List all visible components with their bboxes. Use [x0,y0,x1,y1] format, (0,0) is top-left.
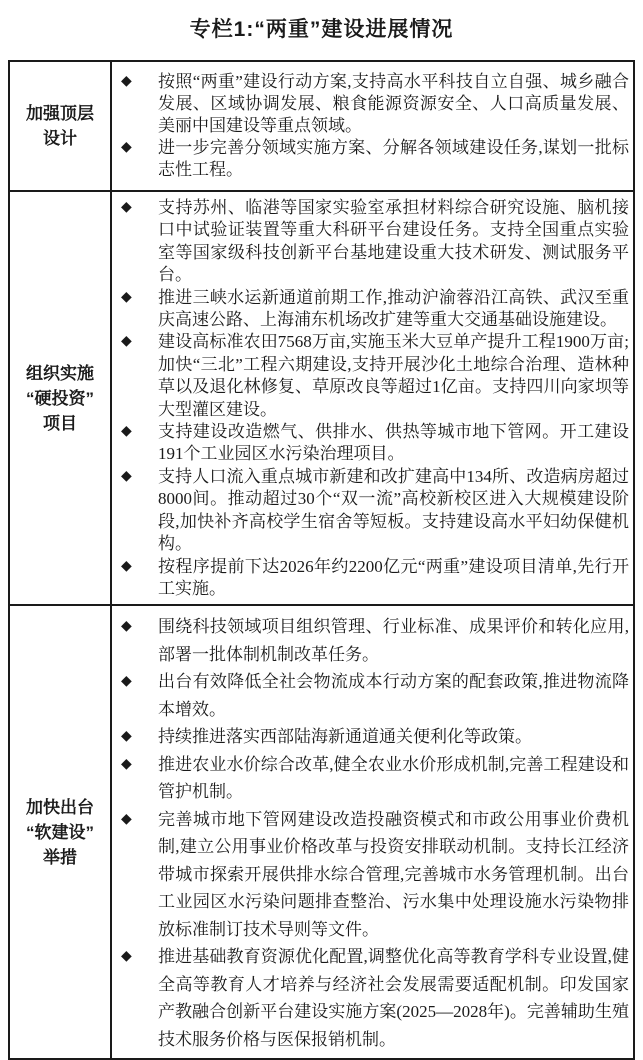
diamond-bullet-icon: ◆ [121,674,132,690]
table-row [9,191,634,605]
diamond-bullet-icon: ◆ [121,74,132,89]
bullet-item [112,421,629,466]
bullet-text: 进一步完善分领域实施方案、分解各领域建设任务,谋划一批标志性工程。 [158,138,629,179]
row-content [111,191,634,605]
bullet-text: 推进三峡水运新通道前期工作,推动沪渝蓉沿江高铁、武汉至重庆高速公路、上海浦东机场改扩建等重大交通基础设施建设。 [158,287,629,330]
bullet-text: 围绕科技领域项目组织管理、行业标准、成果评价和转化应用,部署一批体制机制改革任务。 [158,617,629,664]
diamond-bullet-icon: ◆ [121,289,132,305]
label-line: “软建设” [26,822,94,842]
diamond-bullet-icon: ◆ [121,558,132,574]
label-line: 设计 [43,129,77,148]
bullet-text: 持续推进落实西部陆海新通道通关便利化等政策。 [158,727,532,747]
diamond-bullet-icon: ◆ [121,334,132,350]
row-label [9,61,111,191]
page-title: 专栏1:“两重”建设进展情况 [189,18,454,41]
label-line: 项目 [43,413,77,433]
bullet-item [112,466,629,556]
bullet-text: 按程序提前下达2026年约2200亿元“两重”建设项目清单,先行开工实施。 [158,556,629,598]
bullet-item [112,943,629,1053]
diamond-bullet-icon: ◆ [121,424,132,440]
row-content [111,61,634,191]
bullet-text: 支持建设改造燃气、供排水、供热等城市地下管网。开工建设191个工业园区水污染治理项目。 [158,422,629,464]
diamond-bullet-icon: ◆ [121,811,132,827]
row-label [9,191,111,605]
bullet-text: 支持人口流入重点城市新建和改扩建高中134所、改造病房超过8000间。推动超过30个“双一流”高校新校区进入大规模建设阶段,加快补齐高校学生宿舍等短板。支持建设高水平妇幼保健机构。 [158,466,629,554]
label-line: 举措 [43,847,77,867]
label-line: 加强顶层 [26,104,94,123]
bullet-item [112,331,629,421]
diamond-bullet-icon: ◆ [121,756,132,772]
bullet-text: 完善城市地下管网建设改造投融资模式和市政公用事业价费机制,建立公用事业价格改革与投资安排联动机制。支持长江经济带城市探索开展供排水综合管理,完善城市水务管理机制。出台工业园区水污染问题排查整治、污水集中处理设施水污染物排放标准制订技术导则等文件。 [158,809,629,939]
bullet-item [112,806,629,944]
bullet-item [112,723,629,751]
row-content [111,605,634,1059]
bullet-item [112,556,629,601]
bullet-text: 支持苏州、临港等国家实验室承担材料综合研究设施、脑机接口中试验证装置等重大科研平台建设任务。支持全国重点实验室等国家级科技创新平台基地建设重大技术研发、测试服务平台。 [158,198,629,285]
panel-table [8,60,635,1060]
table-row [9,61,634,191]
bullet-item [112,668,629,723]
bullet-text: 建设高标准农田7568万亩,实施玉米大豆单产提升工程1900万亩;加快“三北”工程六期建设,支持开展沙化土地综合治理、造林种草以及退化林修复、草原改良等超过1亿亩。支持四川向家坝等大型灌区建设。 [158,332,629,419]
bullet-item [112,287,629,332]
bullet-item [112,197,629,287]
bullet-item [112,137,629,181]
diamond-bullet-icon: ◆ [121,949,132,965]
label-line: 组织实施 [26,363,94,383]
bullet-item [112,71,629,137]
bullet-text: 按照“两重”建设行动方案,支持高水平科技自立自强、城乡融合发展、区域协调发展、粮食能源资源安全、人口高质量发展、美丽中国建设等重点领域。 [158,72,629,135]
diamond-bullet-icon: ◆ [121,619,132,635]
label-line: “硬投资” [26,388,94,408]
diamond-bullet-icon: ◆ [121,140,132,155]
bullet-text: 推进基础教育资源优化配置,调整优化高等教育学科专业设置,健全高等教育人才培养与经济社会发展需要适配机制。印发国家产教融合创新平台建设实施方案(2025—2028年)。完善辅助生殖技术服务价格与医保报销机制。 [158,947,629,1049]
bullet-text: 推进农业水价综合改革,健全农业水价形成机制,完善工程建设和管护机制。 [158,754,629,802]
bullet-item [112,751,629,806]
bullet-text: 出台有效降低全社会物流成本行动方案的配套政策,推进物流降本增效。 [158,672,629,719]
table-row [9,605,634,1059]
row-label [9,605,111,1059]
diamond-bullet-icon: ◆ [121,468,132,484]
diamond-bullet-icon: ◆ [121,729,132,745]
bullet-item [112,613,629,668]
label-line: 加快出台 [26,797,94,817]
diamond-bullet-icon: ◆ [121,200,132,215]
